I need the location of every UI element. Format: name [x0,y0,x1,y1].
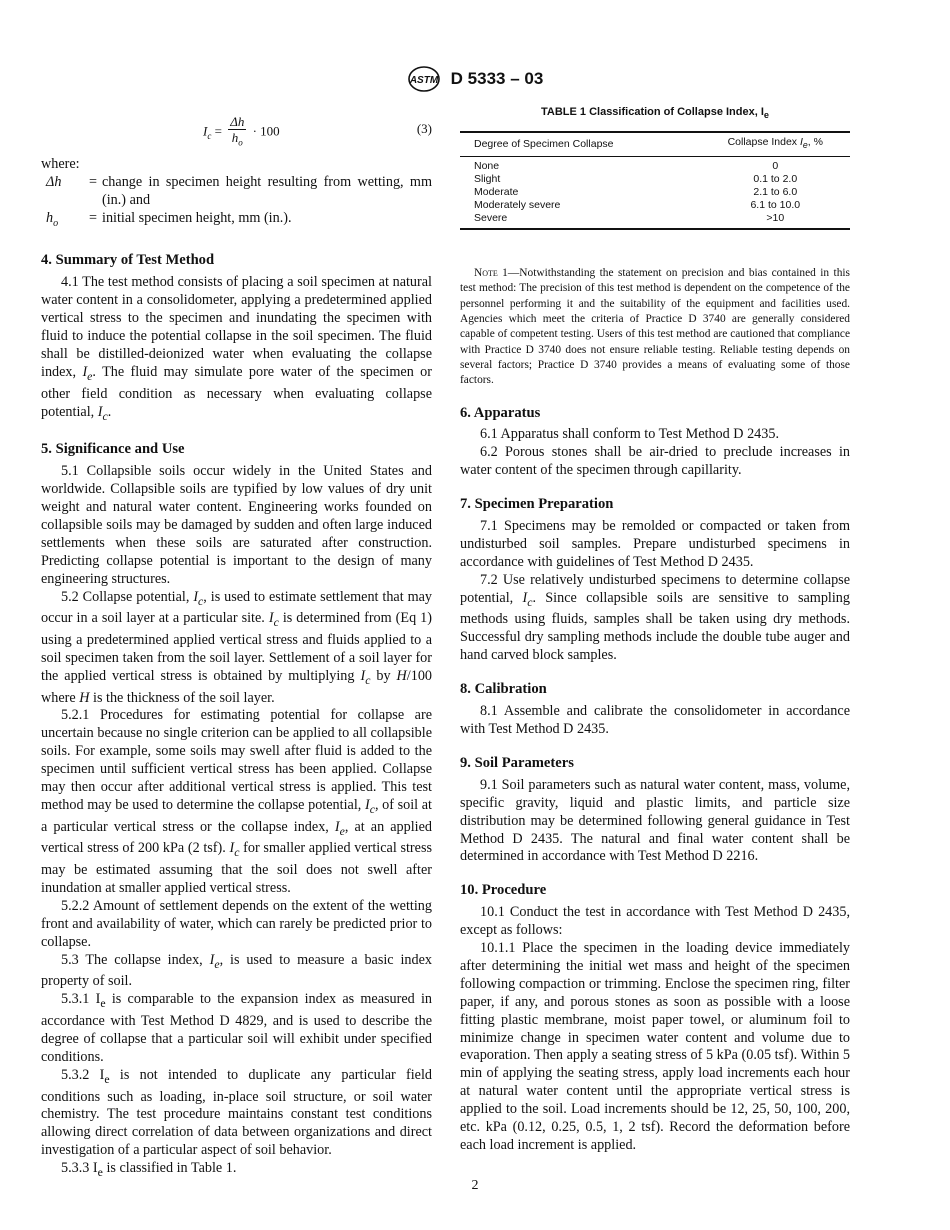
left-column [41,108,432,1182]
fraction: $\frac{\Delta h}{h_o}$ [230,114,245,148]
paragraph-9-1: 9.1 Soil parameters such as natural water content, mass, volume, specific gravity, liquid and plastic limits, and particle size distribution may be determined following general guidance in Test Method D 2435. The natural and final water content shall be determined in accordance with Test Method D 2216. [460,776,850,865]
definition-h-o: initial specimen height, mm (in.). [102,209,292,226]
paragraph-5-2-1: 5.2.1 Procedures for estimating potential for collapse are uncertain because no single criterion can be applied to all collapsible soils. For example, some soils may swell after fluid is added to the specimen until sufficient vertical stress has been applied. Collapse may then occur after additional vertical stress is applied. This test method may be used to determine the collapse potential, $I_c$, of soil at a particular vertical stress or the collapse index, $I_e$, at an applied vertical stress of 200 kPa (2 tsf). $I_c$ for smaller applied vertical stress may be estimated assuming that the soil does not swell after inundation at smaller applied vertical stress. [41,707,432,897]
paragraph-10-1: 10.1 Conduct the test in accordance with Test Method D 2435, except as follows: [460,904,850,939]
paragraph-8-1: 8.1 Assemble and calibrate the consolidometer in accordance with Test Method D 2435. [460,703,850,737]
symbol-h-o: $h_o$ [46,209,59,229]
paragraph-6-1: 6.1 Apparatus shall conform to Test Method D 2435. [480,426,780,443]
paragraph-5-3-3: 5.3.3 $I_e$ is classified in Table 1. [61,1160,237,1179]
collapse-formula: $I_c$ = $\frac{\Delta h}{h_o}$ · 100 [203,114,280,151]
paragraph-6-2: 6.2 Porous stones shall be air-dried to preclude increases in water content of the specimen through capillarity. [460,444,850,479]
paragraph-7-1: 7.1 Specimens may be remolded or compacted or taken from undisturbed soil samples. Prepare undisturbed specimens in accordance with guidelines of Test Method D 2435. [460,518,850,570]
section-8-heading: 8. Calibration [460,681,547,698]
table-row: Moderate 2.1 to 6.0 [474,186,798,199]
table-row: None 0 [474,160,779,173]
paragraph-5-3-2: 5.3.2 $I_e$ is not intended to duplicate any particular field conditions such as loading, in-place soil structure, or soil water chemistry. The test procedure maintains constant test conditions allowing direct correlation of data between organizations and direct investigation of a particular aspect of soil behavior. [41,1066,432,1159]
paragraph-5-2: 5.2 Collapse potential, $I_c$, is used to estimate settlement that may occur in a soil layer at a particular site. $I_c$ is determined from (Eq 1) using a predetermined applied vertical stress and fluids applied to a soil specimen taken from the soil layer. Settlement of a soil layer for the applied vertical stress is obtained by multiplying $I_c$ by H/100 where H is the thickness of the soil layer. [41,588,433,706]
astm-logo-icon [407,64,441,94]
section-7-heading: 7. Specimen Preparation [460,496,614,513]
page-header [0,64,950,94]
paragraph-5-2-2: 5.2.2 Amount of settlement depends on the extent of the wetting front and availability of water, which can rarely be predicted prior to collapse. [41,897,432,950]
equation-3 [41,112,432,150]
section-6-heading: 6. Apparatus [460,404,541,421]
section-10-heading: 10. Procedure [460,882,547,899]
paragraph-5-1: 5.1 Collapsible soils occur widely in the United States and worldwide. Collapsible soils are typified by low values of dry unit weight and natural water content. Engineering works founded on collapsible soils may be damaged by sudden and often large induced settlements when these soils are saturated after construction. Predicting collapse potential is important to the design of many engineering structures. [41,463,432,587]
table-row: Severe >10 [460,212,850,229]
paragraph-7-2: 7.2 Use relatively undisturbed specimens to determine collapse potential, $I_c$. Since collapsible soils are sensitive to sampling methods using fluids, samples shall be taken using dry methods. Successful dry sampling methods include the double tube auger and hand carved block samples. [460,571,850,664]
section-9-heading: 9. Soil Parameters [460,754,574,771]
note-1: Note 1—Notwithstanding the statement on precision and bias contained in this test method: The precision of this test method is dependent on the competence of the personnel performing it and the suitability of the equipment and facilities used. Agencies which meet the criteria of Practice D 3740 are generally considered capable of competent testing. Users of this test method are cautioned that compliance with Practice D 3740 does not ensure reliable testing. Reliable testing depends on several factors; Practice D 3740 provides a means of evaluating some of those factors. [460,267,850,387]
definition-delta-h: change in specimen height resulting from wetting, mm (in.) and [102,173,432,208]
variable-definitions: Δh = change in specimen height resulting from wetting, mm (in.) and $h_o$ = initial specimen height, mm (in.). [46,174,432,233]
table-header-degree: Degree of Specimen Collapse [460,132,701,157]
document-designation: D 5333 – 03 [450,69,544,88]
table-1-title: TABLE 1 Classification of Collapse Index, $I_e$ [541,106,769,121]
section-4-heading: 4. Summary of Test Method [41,252,215,269]
paragraph-5-3-1: 5.3.1 $I_e$ is comparable to the expansion index as measured in accordance with Test Method D 4829, and is used to describe the degree of collapse that a particular soil will exhibit under specified conditions. [41,991,433,1065]
paragraph-10-1-1: 10.1.1 Place the specimen in the loading device immediately after determining the initial wet mass and height of the specimen following compaction or trimming. Enclose the specimen ring, filter paper, if any, and porous stones as soon as possible with a loose fitting plastic membrane, moist paper towel, or aluminum foil to minimize change in specimen water content and volume due to evaporation. Then apply a seating stress of 5 kPa (0.05 tsf). Within 5 min of applying the seating stress, apply load increments each hour at natural water content until the appropriate vertical stress is applied to the soil. Load increments should be 12, 25, 50, 100, 200, etc. kPa (0.12, 0.25, 0.5, 1, 2 tsf). Record the deformation before each load increment is applied. [460,940,850,1154]
svg-text:ASTM: ASTM [409,75,438,86]
equation-number: (3) [416,121,432,136]
table-header-index: Collapse Index $I_e$, % [701,132,850,157]
collapse-index-table [460,131,850,230]
paragraph-4-1: 4.1 The test method consists of placing a soil specimen at natural water content in a consolidometer, applying a predetermined applied vertical stress to the specimen and inundating the specimen with fluid to induce the potential collapse in the soil specimen. The fluid shall be distilled-deionized water when evaluating the collapse index, $I_e$. The fluid may simulate pore water of the specimen or other field condition as necessary when evaluating collapse potential, $I_c$. [41,274,432,423]
table-row: Moderately severe 6.1 to 10.0 [474,199,801,212]
paragraph-5-3: 5.3 The collapse index, $I_e$, is used to measure a basic index property of soil. [41,951,432,990]
right-column [460,104,850,1155]
symbol-delta-h: Δh [46,173,62,190]
section-5-heading: 5. Significance and Use [41,441,185,458]
table-row: Slight 0.1 to 2.0 [474,173,798,186]
page-number: 2 [471,1178,479,1193]
where-label: where: [41,156,80,172]
